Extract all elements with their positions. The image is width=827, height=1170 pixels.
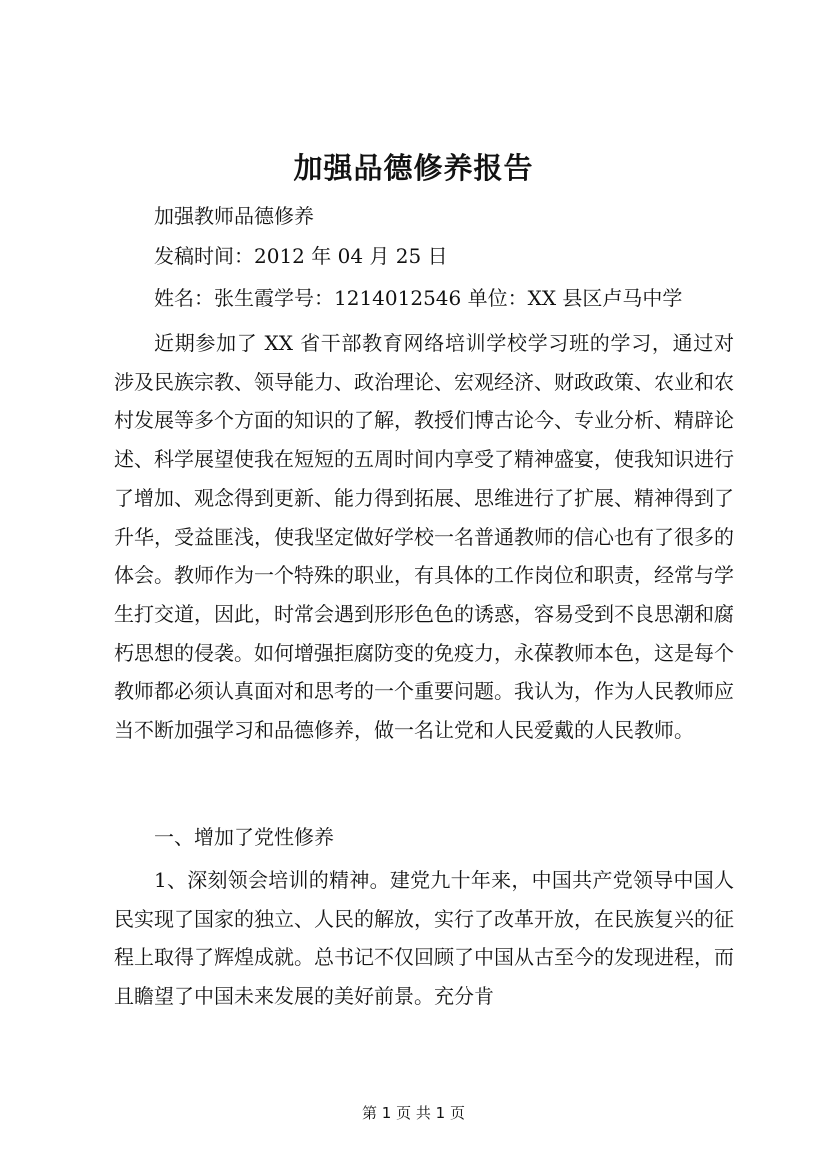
paragraph-intro: 近期参加了 XX 省干部教育网络培训学校学习班的学习，通过对涉及民族宗教、领导能力、政治理论、宏观经济、财政政策、农业和农村发展等多个方面的知识的了解，教授们博古论今、专业分析、精辟论述、科学展望使我在短短的五周时间内享受了精神盛宴，使我知识进行了增加、观念得到更新、能力得到拓展、思维进行了扩展、精神得到了升华，受益匪浅，使我坚定做好学校一名普通教师的信心也有了很多的体会。教师作为一个特殊的职业，有具体的工作岗位和职责，经常与学生打交道，因此，时常会遇到形形色色的诱惑，容易受到不良思潮和腐朽思想的侵袭。如何增强拒腐防变的免疫力，永葆教师本色，这是每个教师都必须认真面对和思考的一个重要问题。我认为，作为人民教师应当不断加强学习和品德修养，做一名让党和人民爱戴的人民教师。 xyxy=(114,331,734,743)
section-heading: 一、增加了党性修养 xyxy=(154,825,334,849)
paragraph-section-1: 1、深刻领会培训的精神。建党九十年来，中国共产党领导中国人民实现了国家的独立、人民的解放，实行了改革开放，在民族复兴的征程上取得了辉煌成就。总书记不仅回顾了中国从古至今的发现进程，而且瞻望了中国未来发展的美好前景。充分肯 xyxy=(114,868,734,1009)
page-footer: 第 1 页 共 1 页 xyxy=(362,1104,465,1122)
document-subtitle: 加强教师品德修养 xyxy=(154,204,314,228)
publish-date: 发稿时间：2012 年 04 月 25 日 xyxy=(154,244,448,268)
author-info: 姓名：张生霞学号：1214012546 单位：XX 县区卢马中学 xyxy=(154,286,683,310)
document-title: 加强品德修养报告 xyxy=(293,151,534,185)
